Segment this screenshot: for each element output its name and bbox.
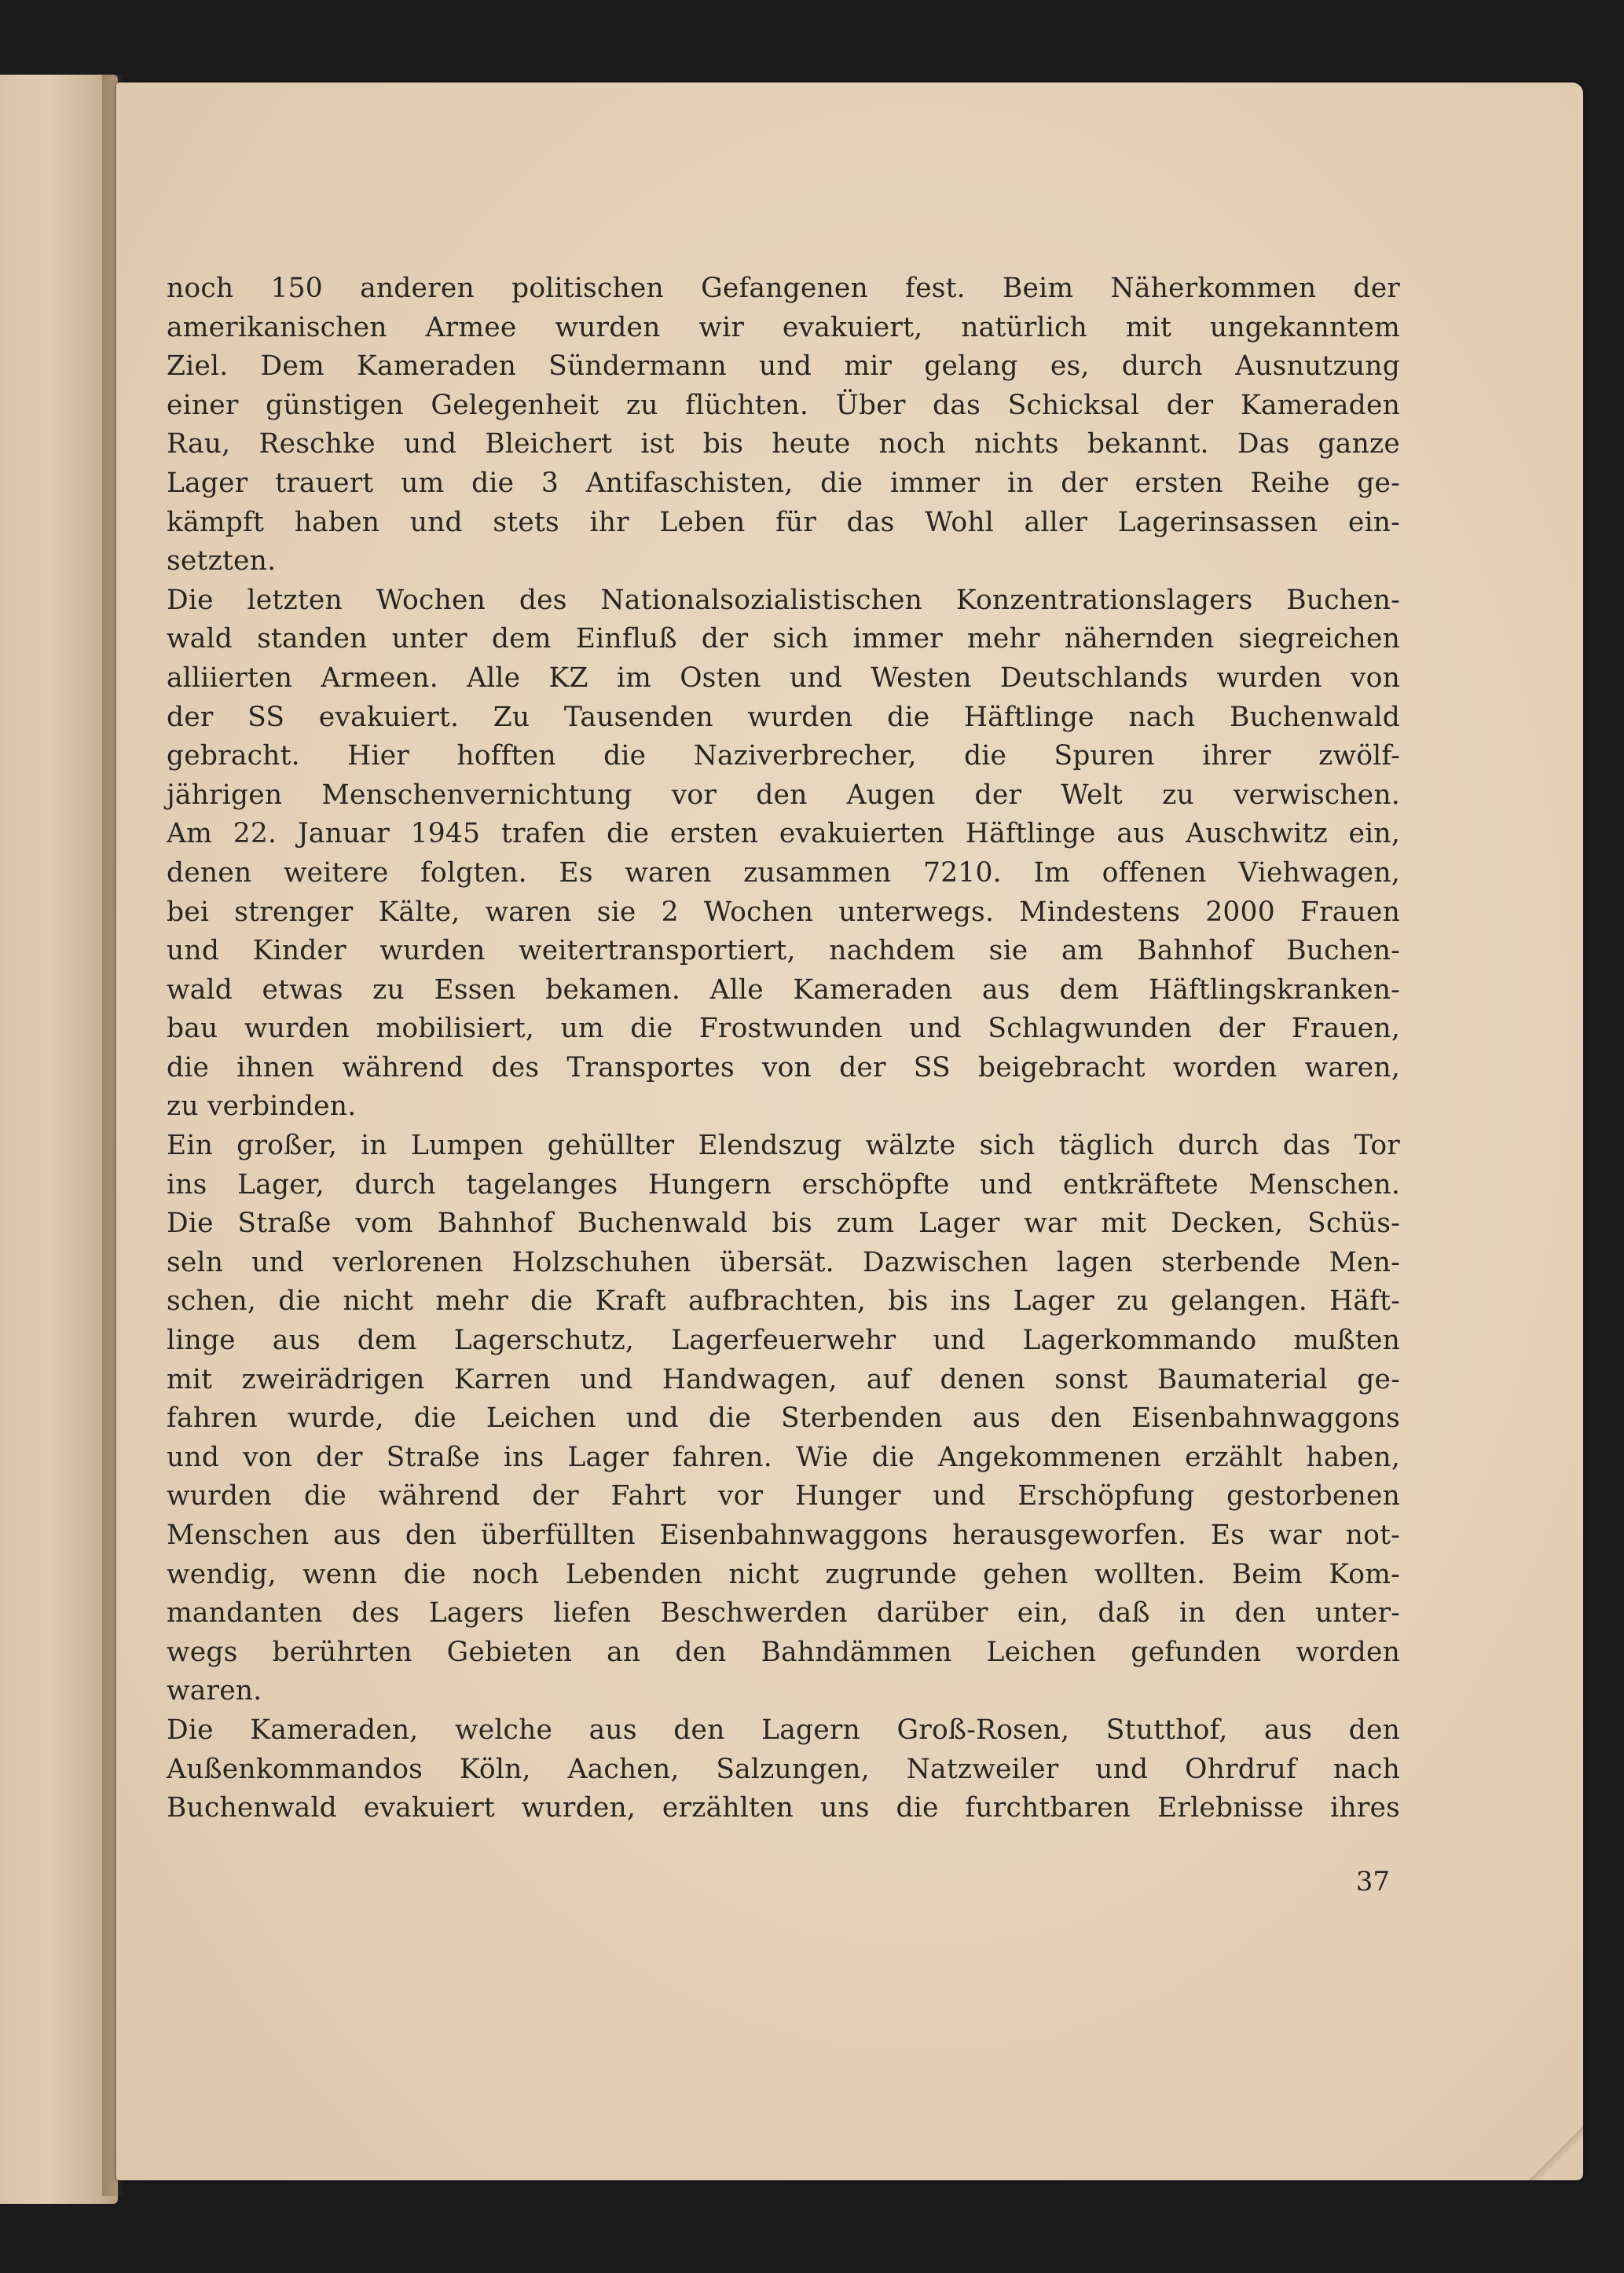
text-line: kämpft haben und stets ihr Leben für das Wohl aller Lagerinsassen ein- <box>167 506 1400 538</box>
text-line: schen, die nicht mehr die Kraft aufbrachten, bis ins Lager zu gelangen. Häft- <box>167 1285 1400 1318</box>
text-line: Lager trauert um die 3 Antifaschisten, die immer in der ersten Reihe ge- <box>167 467 1400 499</box>
text-line: und von der Straße ins Lager fahren. Wie die Angekommenen erzählt haben, <box>167 1441 1400 1473</box>
page-corner <box>1528 2125 1583 2180</box>
text-line: die ihnen während des Transportes von der SS beigebracht worden waren, <box>167 1051 1400 1083</box>
text-line: alliierten Armeen. Alle KZ im Osten und Westen Deutschlands wurden von <box>167 662 1400 694</box>
text-line: wald etwas zu Essen bekamen. Alle Kameraden aus dem Häftlingskranken- <box>167 973 1400 1006</box>
text-line: Menschen aus den überfüllten Eisenbahnwaggons herausgeworfen. Es war not- <box>167 1520 1400 1551</box>
text-line: bei strenger Kälte, waren sie 2 Wochen unterwegs. Mindestens 2000 Frauen <box>167 896 1400 928</box>
text-line: jährigen Menschenvernichtung vor den Augen der Welt zu verwischen. <box>167 779 1400 811</box>
text-line: seln und verlorenen Holzschuhen übersät. Dazwischen lagen sterbende Men- <box>167 1246 1400 1278</box>
body-text <box>167 269 1400 1828</box>
text-line: Ziel. Dem Kameraden Sündermann und mir gelang es, durch Ausnutzung <box>167 350 1400 383</box>
text-line: Rau, Reschke und Bleichert ist bis heute noch nichts bekannt. Das ganze <box>167 428 1400 460</box>
text-line: wurden die während der Fahrt vor Hunger und Erschöpfung gestorbenen <box>167 1480 1400 1512</box>
text-line: amerikanischen Armee wurden wir evakuiert, natürlich mit ungekanntem <box>167 311 1400 343</box>
text-line: und Kinder wurden weitertransportiert, nachdem sie am Bahnhof Buchen- <box>167 935 1400 967</box>
text-line: Die letzten Wochen des Nationalsozialistischen Konzentrationslagers Buchen- <box>167 584 1400 616</box>
text-line: wald standen unter dem Einfluß der sich immer mehr nähernden siegreichen <box>167 623 1400 655</box>
text-line: gebracht. Hier hofften die Naziverbrecher, die Spuren ihrer zwölf- <box>167 740 1400 772</box>
text-line: der SS evakuiert. Zu Tausenden wurden die Häftlinge nach Buchenwald <box>167 701 1400 733</box>
text-line: wegs berührten Gebieten an den Bahndämmen Leichen gefunden worden <box>167 1636 1400 1668</box>
text-line: waren. <box>167 1675 262 1707</box>
text-line: ins Lager, durch tagelanges Hungern erschöpfte und entkräftete Menschen. <box>167 1168 1400 1201</box>
text-line: Die Straße vom Bahnhof Buchenwald bis zum Lager war mit Decken, Schüs- <box>167 1208 1400 1240</box>
text-line: denen weitere folgten. Es waren zusammen 7210. Im offenen Viehwagen, <box>167 856 1400 889</box>
text-line: Außenkommandos Köln, Aachen, Salzungen, Natzweiler und Ohrdruf nach <box>167 1753 1400 1785</box>
text-line: Die Kameraden, welche aus den Lagern Groß-Rosen, Stutthof, aus den <box>167 1714 1400 1746</box>
text-line: linge aus dem Lagerschutz, Lagerfeuerwehr und Lagerkommando mußten <box>167 1325 1400 1357</box>
text-line: noch 150 anderen politischen Gefangenen fest. Beim Näherkommen der <box>167 273 1400 304</box>
text-line: wendig, wenn die noch Lebenden nicht zugrunde gehen wollten. Beim Kom- <box>167 1558 1400 1590</box>
facing-page-edge <box>0 75 118 2204</box>
text-line: Ein großer, in Lumpen gehüllter Elendszug wälzte sich täglich durch das Tor <box>167 1130 1400 1162</box>
text-line: mandanten des Lagers liefen Beschwerden darüber ein, daß in den unter- <box>167 1597 1400 1630</box>
text-line: bau wurden mobilisiert, um die Frostwunden und Schlagwunden der Frauen, <box>167 1013 1400 1045</box>
text-line: Buchenwald evakuiert wurden, erzählten uns die furchtbaren Erlebnisse ihres <box>167 1792 1400 1824</box>
text-line: fahren wurde, die Leichen und die Sterbenden aus den Eisenbahnwaggons <box>167 1402 1400 1435</box>
text-line: zu verbinden. <box>167 1091 357 1123</box>
text-line: setzten. <box>167 545 277 577</box>
text-line: Am 22. Januar 1945 trafen die ersten evakuierten Häftlinge aus Auschwitz ein, <box>167 818 1400 850</box>
text-line: einer günstigen Gelegenheit zu flüchten. Über das Schicksal der Kameraden <box>167 389 1400 421</box>
text-line: mit zweirädrigen Karren und Handwagen, auf denen sonst Baumaterial ge- <box>167 1363 1400 1395</box>
page-number: 37 <box>1355 1866 1390 1897</box>
